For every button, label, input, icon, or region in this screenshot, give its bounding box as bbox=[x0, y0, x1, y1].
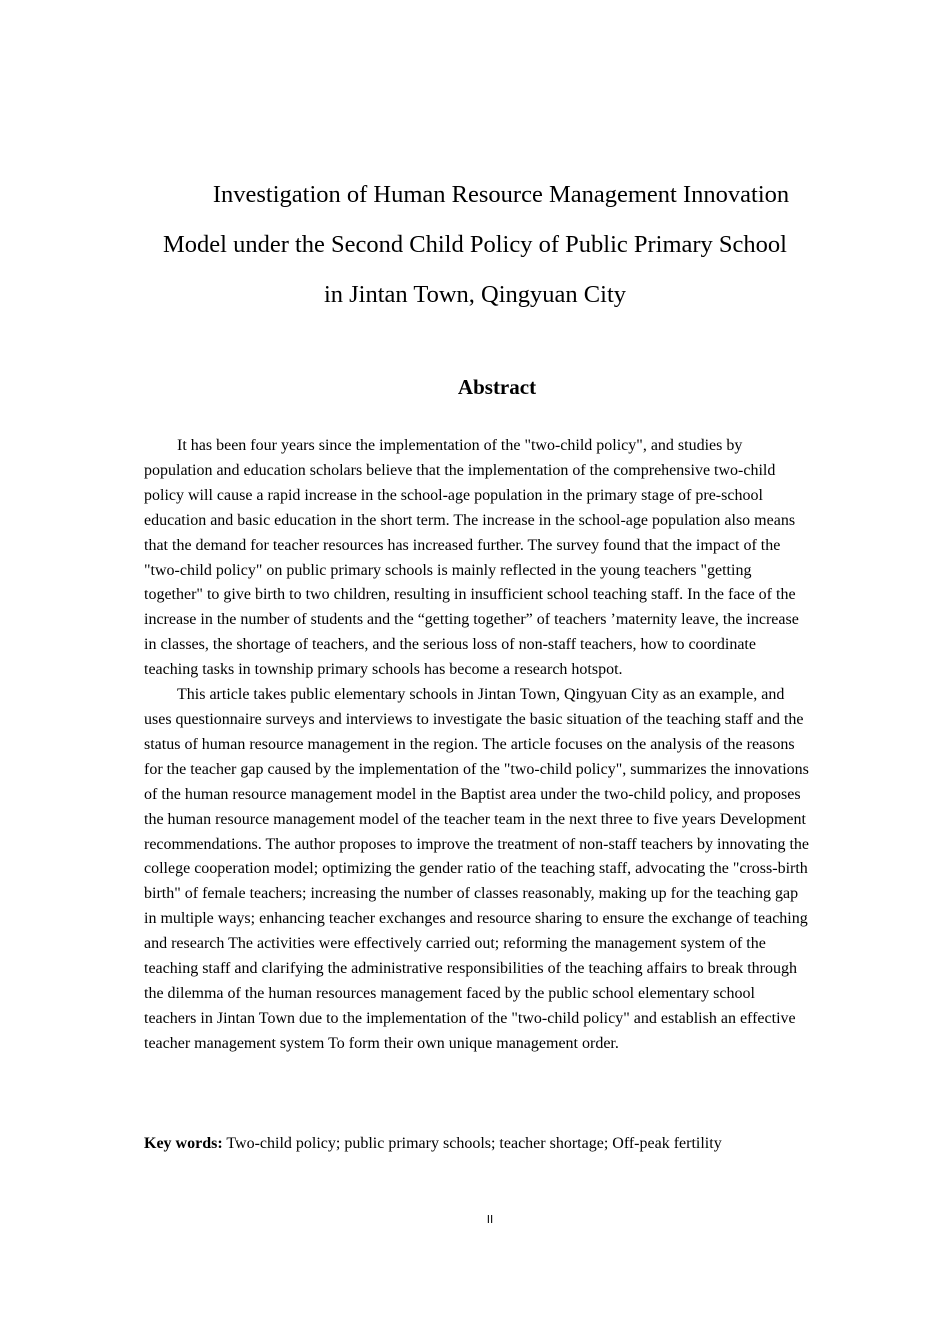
abstract-heading: Abstract bbox=[457, 375, 537, 399]
title-line-2: Model under the Second Child Policy of Public Primary School bbox=[162, 231, 787, 258]
keywords-text: Two-child policy; public primary schools; teacher shortage; Off-peak fertility bbox=[226, 1135, 722, 1152]
paper-title bbox=[144, 170, 806, 320]
abstract-paragraph-1: It has been four years since the implementation of the "two-child policy", and studies by population and education scholars believe that the implementation of the comprehensive two-child policy will cause a rapid increase in the school-age population in the primary stage of pre-school education and basic education in the short term. The increase in the school-age population also means that the demand for teacher resources has increased further. The survey found that the impact of the "two-child policy" on public primary schools is mainly reflected in the young teachers "getting together" to give birth to two children, resulting in insufficient school teaching staff. In the face of the increase in the number of students and the “getting together” of teachers ’maternity leave, the increase in classes, the shortage of teachers, and the serious loss of non-staff teachers, how to coordinate teaching tasks in township primary schools has become a research hotspot. bbox=[144, 437, 799, 679]
title-line-1: Investigation of Human Resource Management Innovation bbox=[212, 181, 790, 208]
abstract-body bbox=[144, 434, 810, 1057]
keywords-label: Key words: bbox=[144, 1135, 223, 1152]
title-line-3: in Jintan Town, Qingyuan City bbox=[323, 281, 627, 308]
abstract-paragraph-2: This article takes public elementary schools in Jintan Town, Qingyuan City as an example, and uses questionnaire surveys and interviews to investigate the basic situation of the teaching staff and the status of human resource management in the region. The article focuses on the analysis of the reasons for the teacher gap caused by the implementation of the "two-child policy", summarizes the innovations of the human resource management model in the Baptist area under the two-child policy, and proposes the human resource management model of the teacher team in the next three to five years Development recommendations. The author proposes to improve the treatment of non-staff teachers by innovating the college cooperation model; optimizing the gender ratio of the teaching staff, advocating the "cross-birth birth" of female teachers; increasing the number of classes reasonably, making up for the teaching gap in multiple ways; enhancing teacher exchanges and resource sharing to ensure the exchange of teaching and research The activities were effectively carried out; reforming the management system of the teaching staff and clarifying the administrative responsibilities of the teaching affairs to break through the dilemma of the human resources management faced by the public school elementary school teachers in Jintan Town due to the implementation of the "two-child policy" and establish an effective teacher management system To form their own unique management order. bbox=[144, 686, 809, 1052]
page-number: II bbox=[486, 1213, 494, 1226]
keywords-line bbox=[144, 1131, 810, 1156]
